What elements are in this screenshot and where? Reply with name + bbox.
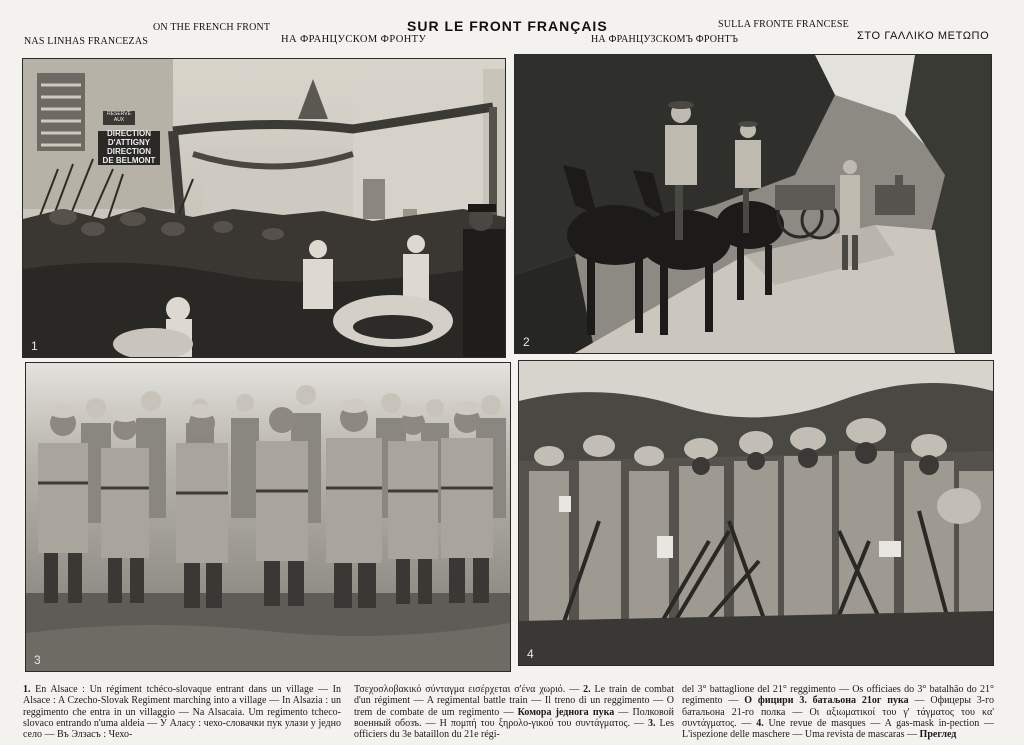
caption-2-text: Le train de combat d'un régiment — A regimental battle train — Il treno di un reggimento — O trem de combate de um regimento — xyxy=(354,684,674,718)
caption-1-text: En Alsace : Un régiment tchéco-slovaque entrant dans un village — In Alsace : A Czecho-Slovak Regiment marching into a village — In Alsazia : un reggimento che entra in un villaggio — Na Alsacaia. Um regimento tcheco-slovaco entrando n'uma aldeia — У Аласу : чехо-словачки пук улази у једно село — Въ Элзасъ : Чехо- xyxy=(23,684,341,741)
caption-number-1: 1. xyxy=(23,684,31,695)
header-english: ON THE FRENCH FRONT xyxy=(153,22,271,33)
caption-3-serbian: О фицири 3. батаљона 21ог пука xyxy=(744,695,909,707)
direction-signs xyxy=(98,129,160,165)
header-italian: SULLA FRONTE FRANCESE xyxy=(718,19,849,30)
caption-number-3: 3. xyxy=(648,717,656,729)
caption-column-1 xyxy=(23,684,341,745)
header-serbian: НА ФРАНЦУСКОМ ФРОНТУ xyxy=(281,34,427,45)
caption-4-text: Une revue de masques — A gas-mask in-pection — L'ispezione delle maschere — Uma revista de mascaras — xyxy=(682,717,994,741)
photo-gas-mask-inspection xyxy=(518,360,994,666)
caption-2-serbian: Комора једнога пука xyxy=(517,706,615,718)
caption-number-2: 2. xyxy=(583,684,591,695)
photo-number: 4 xyxy=(527,647,534,661)
header-russian: НА ФРАНЦУЗСКОМЪ ФРОНТЪ xyxy=(591,34,739,45)
caption-4-serbian: Преглед xyxy=(919,729,957,741)
caption-number-4: 4. xyxy=(756,717,764,729)
page-title: SUR LE FRONT FRANÇAIS xyxy=(407,18,608,34)
photo-number: 1 xyxy=(31,339,38,353)
sign-belmont: DIRECTION DE BELMONT xyxy=(102,147,156,165)
photo-number: 2 xyxy=(523,335,530,349)
caption-3-text-end: — Офицеры 3-го батальона 21-го полка — Οι αξιωματικοί του γ' τάγματος του κα' συντάγματος. — xyxy=(682,695,994,729)
header-greek: ΣΤΟ ΓΑΛΛΙΚΟ ΜΕΤΩΠΟ xyxy=(857,30,990,42)
caption-3-continued: del 3° battaglione del 21° reggimento — Os officiaes do 3° batalhão do 21° regimento — xyxy=(682,684,994,707)
caption-2-text-end: — Полковой военный обозъ. — Η πομπή του ξηρολο-γικού του συντάγματος. — xyxy=(354,706,674,729)
header-portuguese: NAS LINHAS FRANCEZAS xyxy=(24,36,149,47)
photo-regiment-entering-village xyxy=(22,58,506,358)
sign-attigny: DIRECTION D'ATTIGNY xyxy=(107,129,151,147)
caption-column-2 xyxy=(354,684,674,745)
photo-regimental-battle-train xyxy=(514,54,992,354)
caption-3-text: Les officiers du 3e bataillon du 21e régi- xyxy=(354,717,674,741)
caption-column-3 xyxy=(682,684,994,745)
photo-number: 3 xyxy=(34,653,41,667)
caption-1-greek: Τσεχοσλοβακικό σύνταγμα εισέρχεται σ'ένα χωριό. — xyxy=(354,684,584,695)
sign-reserved: RÉSERVÉ AUX xyxy=(107,111,131,123)
photo-battalion-officers xyxy=(25,362,511,672)
